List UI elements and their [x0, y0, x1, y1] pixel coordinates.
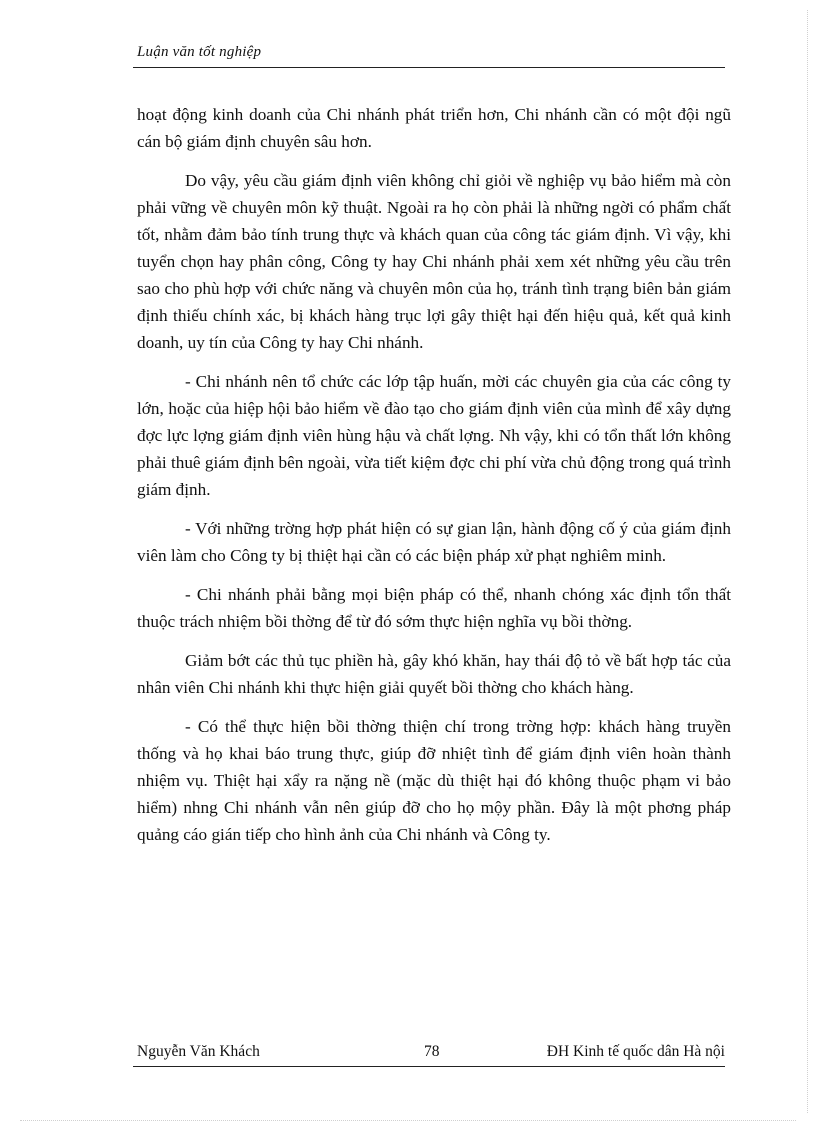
footer-author: Nguyễn Văn Khách	[137, 1043, 260, 1060]
paragraph-6: Giảm bớt các thủ tục phiền hà, gây khó khăn, hay thái độ tỏ về bất hợp tác của nhân viên Chi nhánh khi thực hiện giải quyết bồi thờng cho khách hàng.	[137, 651, 731, 697]
paragraph-1: hoạt động kinh doanh của Chi nhánh phát triển hơn, Chi nhánh cần có một đội ngũ cán bộ giám định chuyên sâu hơn.	[137, 105, 731, 151]
page-number: 78	[424, 1043, 440, 1060]
footer-institution: ĐH Kinh tế quốc dân Hà nội	[546, 1043, 725, 1060]
body-text	[137, 101, 731, 860]
running-header: Luận văn tốt nghiệp	[137, 44, 262, 60]
paragraph-4: - Với những trờng hợp phát hiện có sự gian lận, hành động cố ý của giám định viên làm cho Công ty bị thiệt hại cần có các biện pháp xử phạt nghiêm minh.	[137, 519, 731, 565]
paragraph-7: - Có thể thực hiện bồi thờng thiện chí trong trờng hợp: khách hàng truyền thống và họ khai báo trung thực, giúp đỡ nhiệt tình để giám định viên hoàn thành nhiệm vụ. Thiệt hại xẩy ra nặng nề (mặc dù thiệt hại đó không thuộc phạm vi bảo hiểm) nhng Chi nhánh vẫn nên giúp đỡ cho họ mộy phần. Đây là một phơng pháp quảng cáo gián tiếp cho hình ảnh của Chi nhánh và Công ty.	[137, 717, 731, 844]
header-divider	[133, 67, 725, 68]
paragraph-2: Do vậy, yêu cầu giám định viên không chỉ giỏi về nghiệp vụ bảo hiểm mà còn phải vững về chuyên môn kỹ thuật. Ngoài ra họ còn phải là những ngời có phẩm chất tốt, nhằm đảm bảo tính trung thực và khách quan của công tác giám định. Vì vậy, khi tuyển chọn hay phân công, Công ty hay Chi nhánh phải xem xét những yêu cầu trên sao cho phù hợp với chức năng và chuyên môn của họ, tránh tình trạng biên bản giám định thiếu chính xác, bị khách hàng trục lợi gây thiệt hại đến hiệu quả, kết quả kinh doanh, uy tín của Công ty hay Chi nhánh.	[137, 171, 731, 352]
page-edge-bottom	[20, 1120, 796, 1121]
running-footer	[137, 1043, 725, 1065]
page-edge-right	[807, 10, 808, 1113]
paragraph-3: - Chi nhánh nên tổ chức các lớp tập huấn, mời các chuyên gia của các công ty lớn, hoặc của hiệp hội bảo hiểm về đào tạo cho giám định viên của mình để xây dựng đợc lực lợng giám định viên hùng hậu và chất lợng. Nh vậy, khi có tổn thất lớn không phải thuê giám định bên ngoài, vừa tiết kiệm đợc chi phí vừa chủ động trong quá trình giám định.	[137, 372, 731, 499]
paragraph-5: - Chi nhánh phải bằng mọi biện pháp có thể, nhanh chóng xác định tổn thất thuộc trách nhiệm bồi thờng để từ đó sớm thực hiện nghĩa vụ bồi thờng.	[137, 585, 731, 631]
footer-divider	[133, 1066, 725, 1067]
